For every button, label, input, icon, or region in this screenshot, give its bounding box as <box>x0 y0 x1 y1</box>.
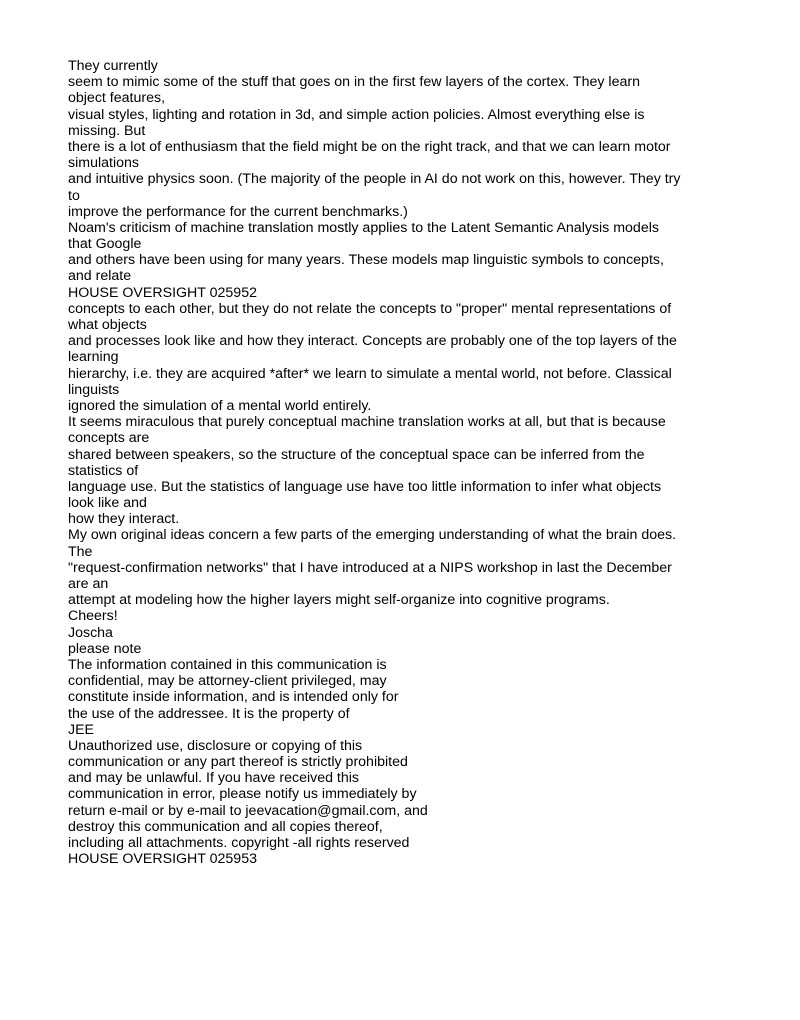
text-line: improve the performance for the current benchmarks.) <box>68 203 408 220</box>
disclaimer-heading: please note <box>68 640 142 657</box>
text-line: learning <box>68 349 119 366</box>
text-line: They currently <box>68 58 158 74</box>
text-line: The <box>68 543 93 560</box>
disclaimer-line: and may be unlawful. If you have received this <box>68 770 360 787</box>
text-line: statistics of <box>68 462 139 479</box>
page-stamp: HOUSE OVERSIGHT 025952 <box>68 284 257 301</box>
text-line: how they interact. <box>68 511 180 528</box>
document-body <box>68 58 736 867</box>
text-line: ignored the simulation of a mental world entirely. <box>68 397 372 414</box>
text-line: are an <box>68 576 109 592</box>
text-line: that Google <box>68 236 142 253</box>
text-line: My own original ideas concern a few parts of the emerging understanding of what the brain does. <box>68 527 677 544</box>
disclaimer-line: communication in error, please notify us immediately by <box>68 786 417 803</box>
disclaimer-line: the use of the addressee. It is the property of <box>68 705 350 722</box>
disclaimer-line: communication or any part thereof is strictly prohibited <box>68 754 408 771</box>
text-line: concepts are <box>68 430 150 447</box>
text-line: concepts to each other, but they do not relate the concepts to "proper" mental representations of <box>68 300 672 317</box>
text-line: and relate <box>68 268 132 285</box>
disclaimer-line: The information contained in this communication is <box>68 656 387 673</box>
disclaimer-line: confidential, may be attorney-client privileged, may <box>68 673 387 690</box>
disclaimer-line: destroy this communication and all copies thereof, <box>68 818 383 835</box>
text-line: language use. But the statistics of language use have too little information to infer what objects <box>68 478 662 495</box>
text-line: It seems miraculous that purely conceptual machine translation works at all, but that is because <box>68 414 666 431</box>
text-line: hierarchy, i.e. they are acquired *after* we learn to simulate a mental world, not before. Classical <box>68 365 672 382</box>
disclaimer-line: JEE <box>68 721 95 738</box>
text-line: there is a lot of enthusiasm that the field might be on the right track, and that we can learn motor <box>68 138 671 155</box>
text-line: shared between speakers, so the structure of the conceptual space can be inferred from the <box>68 446 645 463</box>
text-line: "request-confirmation networks" that I have introduced at a NIPS workshop in last the December <box>68 559 672 576</box>
text-line: and processes look like and how they interact. Concepts are probably one of the top layers of the <box>68 333 677 350</box>
text-line: and others have been using for many years. These models map linguistic symbols to concepts, <box>68 252 664 269</box>
sender-name: Joscha <box>68 624 113 641</box>
text-line: linguists <box>68 381 120 398</box>
text-line: missing. But <box>68 122 146 139</box>
text-line: object features, <box>68 90 166 107</box>
text-line: and intuitive physics soon. (The majority of the people in AI do not work on this, however. They try <box>68 171 681 188</box>
text-line: to <box>68 187 80 204</box>
text-line: attempt at modeling how the higher layers might self-organize into cognitive programs. <box>68 592 610 609</box>
disclaimer-line: Unauthorized use, disclosure or copying of this <box>68 737 363 754</box>
sign-off: Cheers! <box>68 608 118 625</box>
disclaimer-line: return e-mail or by e-mail to jeevacation@gmail.com, and <box>68 802 428 819</box>
text-line: visual styles, lighting and rotation in 3d, and simple action policies. Almost everything else is <box>68 106 645 123</box>
disclaimer-line: including all attachments. copyright -all rights reserved <box>68 835 410 851</box>
text-line: simulations <box>68 155 139 172</box>
text-line: seem to mimic some of the stuff that goes on in the first few layers of the cortex. They learn <box>68 74 640 91</box>
disclaimer-line: constitute inside information, and is intended only for <box>68 689 399 706</box>
page-stamp: HOUSE OVERSIGHT 025953 <box>68 851 257 868</box>
text-line: look like and <box>68 495 147 512</box>
text-line: what objects <box>68 317 147 333</box>
text-line: Noam's criticism of machine translation mostly applies to the Latent Semantic Analysis models <box>68 219 659 236</box>
